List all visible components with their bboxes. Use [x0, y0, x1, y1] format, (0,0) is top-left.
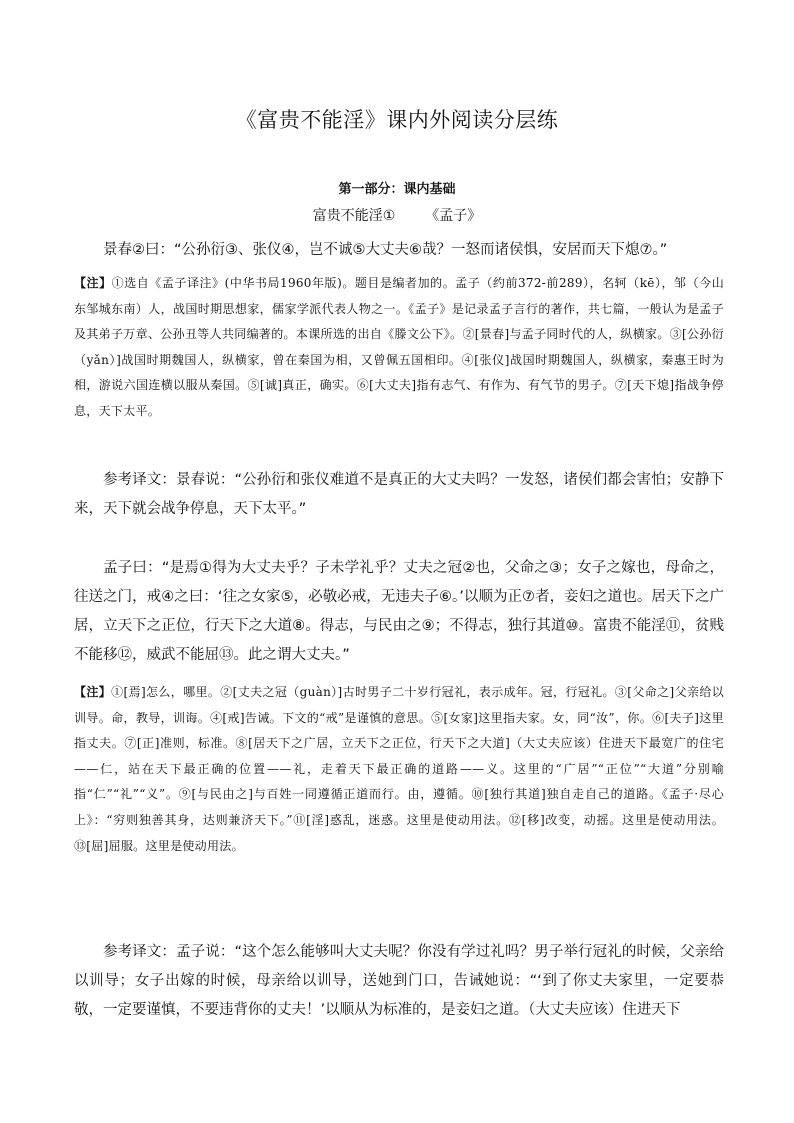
note-2-label: 【注】: [74, 685, 112, 699]
passage-1: [74, 236, 724, 265]
note-2-text: ①[焉]怎么，哪里。②[丈夫之冠（guàn）]古时男子二十岁行冠礼，表示成年。冠，行冠礼。③[父命之]父亲给以训导。命，教导，训诲。④[戒]告诫。下文的“戒”是谨慎的意思。⑤[女家]这里指夫家。女，同“汝”，你。⑥[夫子]这里指丈夫。⑦[正]准则，标准。⑧[居天下之广居，立天下之正位，行天下之大道]（大丈夫应该）住进天下最宽广的住宅——仁，站在天下最正确的位置——礼，走着天下最正确的道路——义。这里的“广居”“正位”“大道”分别喻指“仁”“礼”“义”。⑨[与民由之]与百姓一同遵循正道而行。由，遵循。⑩[独行其道]独自走自己的道路。《孟子·尽心上》：“穷则独善其身，达则兼济天下。”⑪[淫]惑乱，迷惑。这里是使动用法。⑫[移]改变，动摇。这里是使动用法。⑬[屈]屈服。这里是使动用法。: [74, 685, 724, 853]
section-heading: 第一部分：课内基础: [338, 182, 456, 197]
passage-2: [74, 554, 724, 670]
text-title: 富贵不能淫①: [312, 208, 396, 224]
translation-2: [74, 938, 724, 1025]
note-2: [74, 680, 724, 859]
passage-1-text: 景春②曰：“公孙衍③、张仪④，岂不诚⑤大丈夫⑥哉？一怒而诸侯惧，安居而天下熄⑦。”: [103, 242, 668, 258]
note-1-label: 【注】: [74, 276, 112, 290]
text-heading: [0, 205, 794, 225]
page-title: 《富贵不能淫》课内外阅读分层练: [235, 108, 559, 132]
translation-2-text: 参考译文：孟子说：“这个怎么能够叫大丈夫呢？你没有学过礼吗？男子举行冠礼的时候，父亲给以训导；女子出嫁的时候，母亲给以训导，送她到门口，告诫她说：“‘到了你丈夫家里，一定要恭敬，一定要谨慎，不要违背你的丈夫！’以顺从为标准的，是妾妇之道。（大丈夫应该）住进天下: [74, 944, 724, 1018]
note-1-text: ①选自《孟子译注》(中华书局1960年版)。题目是编者加的。孟子（约前372-前289），名轲（kē），邹（今山东邹城东南）人，战国时期思想家，儒家学派代表人物之一。《孟子》是记录孟子言行的著作，共七篇，一般认为是孟子及其弟子万章、公孙丑等人共同编著的。本课所选的出自《滕文公下》。②[景春]与孟子同时代的人，纵横家。③[公孙衍（yǎn）]战国时期魏国人，纵横家，曾在秦国为相，又曾佩五国相印。④[张仪]战国时期魏国人，纵横家，秦惠王时为相，游说六国连横以服从秦国。⑤[诚]真正，确实。⑥[大丈夫]指有志气、有作为、有气节的男子。⑦[天下熄]指战争停息，天下太平。: [74, 276, 724, 418]
translation-1-text: 参考译文：景春说：“公孙衍和张仪难道不是真正的大丈夫吗？一发怒，诸侯们都会害怕；安静下来，天下就会战争停息，天下太平。”: [74, 472, 724, 517]
passage-2-text: 孟子曰：“是焉①得为大丈夫乎？子未学礼乎？丈夫之冠②也，父命之③；女子之嫁也，母命之，往送之门，戒④之曰：‘往之女家⑤，必敬必戒，无违夫子⑥。’以顺为正⑦者，妾妇之道也。居天下之广居，立天下之正位，行天下之大道⑧。得志，与民由之⑨；不得志，独行其道⑩。富贵不能淫⑪，贫贱不能移⑫，威武不能屈⑬。此之谓大丈夫。”: [74, 560, 724, 663]
translation-1: [74, 466, 724, 524]
text-author: 《孟子》: [425, 208, 482, 224]
note-1: [74, 271, 724, 425]
